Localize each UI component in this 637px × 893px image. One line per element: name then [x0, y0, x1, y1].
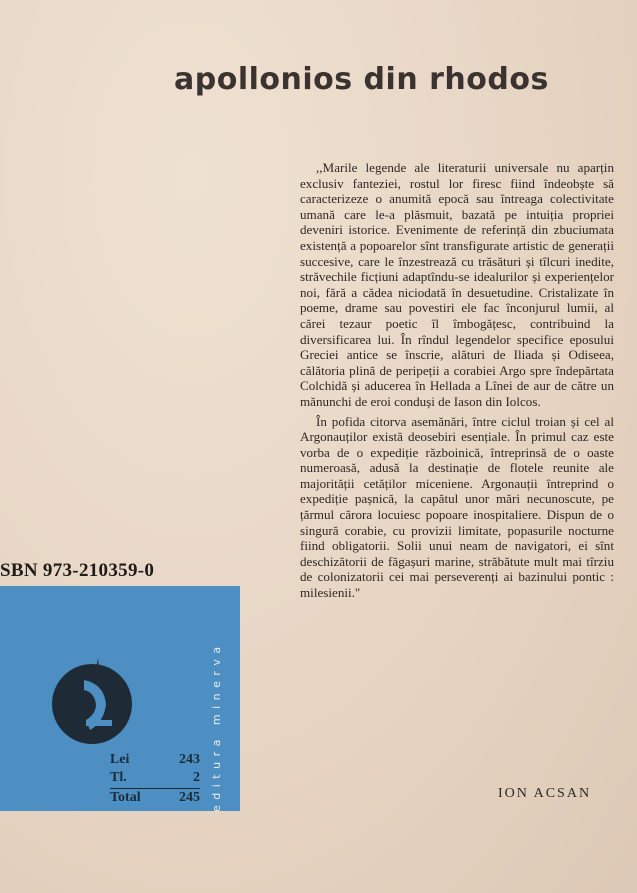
isbn-code: SBN 973-210359-0	[0, 560, 155, 581]
paragraph-1: ,,Marile legende ale literaturii universale nu aparțin exclusiv fanteziei, rostul lor firesc fiind îndeobște să caracterizeze o anumită epocă sau întreaga colectivitate umană care le-a plăsmuit, bazată pe intuiția propriei deveniri istorice. Evenimente de referință din zbuciumata existență a popoarelor sînt transfigurate artistic de generații succesive, care le înzestrează cu trăsături și tîlcuri inedite, străvechile ficțiuni adaptîndu-se idealurilor și experiențelor noi, fără a cădea niciodată în desuetudine. Cristalizate în poeme, drame sau povestiri ele fac înconjurul lumii, al cărei tezaur poetic îl îmbogățesc, contribuind la diversificarea lui. În rîndul legendelor specifice eposului Greciei antice se înscrie, alături de Iliada și Odiseea, călătoria plină de peripeții a corabiei Argo spre îndepărtata Colchidă și aducerea în Hellada a Lînei de aur de către un mănunchi de eroi conduși de Iason din Iolcos.	[300, 160, 614, 409]
author-signature: ION ACSAN	[498, 786, 592, 801]
price-label: Lei	[110, 752, 130, 767]
price-label: Total	[110, 790, 141, 805]
back-cover-text	[300, 160, 614, 601]
price-row-lei	[110, 752, 200, 770]
price-row-tl	[110, 770, 200, 788]
price-table	[110, 752, 200, 808]
book-title: apollonios din rhodos	[174, 62, 549, 97]
price-value: 243	[179, 752, 200, 767]
publisher-name: editura minerva	[210, 641, 223, 812]
price-value: 245	[179, 790, 200, 805]
minerva-logo-icon	[42, 650, 142, 750]
price-value: 2	[193, 770, 200, 785]
price-row-total	[110, 788, 200, 808]
price-label: Tl.	[110, 770, 127, 785]
paragraph-2: În pofida citorva asemănări, între ciclul troian și cel al Argonauților există deosebiri esențiale. În primul caz este vorba de o expediție războinică, întreprinsă de o oaste numeroasă, adusă la destinație de flotele reunite ale majorității cetăților miceniene. Argonauții întreprind o expediție pașnică, la capătul unor mări necunoscute, pe țărmul cărora locuiesc popoare inospitaliere. Dispun de o singură corabie, cu provizii limitate, popasurile nocturne fiind obligatorii. Solii unui neam de navigatori, ei sînt deschizătorii de făgașuri marine, străbătute mult mai tîrziu de colonizatorii cei mai perseverenți ai bazinului pontic : milesienii."	[300, 413, 614, 601]
